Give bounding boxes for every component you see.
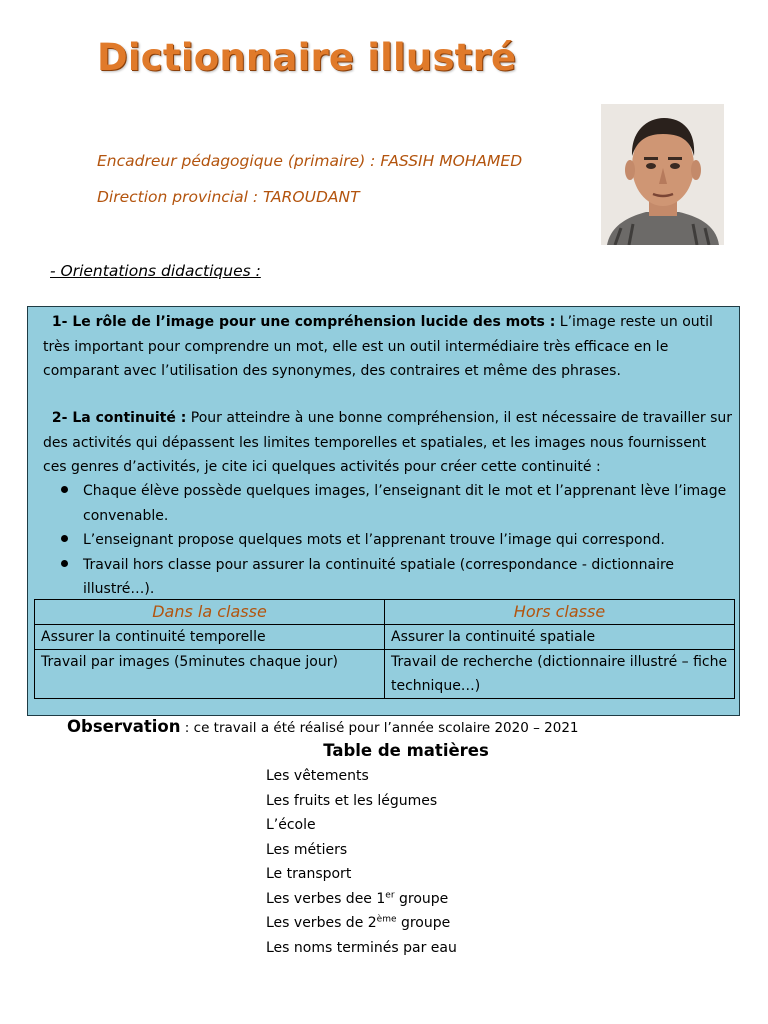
continuity-table — [34, 599, 735, 699]
table-of-contents — [266, 764, 457, 960]
paragraph-role-image-text: L’image reste un outil très important pour comprendre un mot, elle est un outil intermédiaire très efficace en le comparant avec l’utilisation des synonymes, des contraires et même des phrases. — [43, 314, 713, 379]
table-header-dans-la-classe: Dans la classe — [35, 600, 385, 625]
paragraph-role-image-label: 1- Le rôle de l’image pour une compréhension lucide des mots : — [51, 314, 556, 330]
document-title: Dictionnaire illustré — [97, 36, 517, 79]
table-cell: Assurer la continuité spatiale — [385, 625, 735, 650]
list-item: L’enseignant propose quelques mots et l’apprenant trouve l’image qui correspond. — [43, 528, 733, 553]
encadreur-line: Encadreur pédagogique (primaire) : FASSIH MOHAMED — [97, 152, 523, 170]
direction-line: Direction provincial : TAROUDANT — [97, 188, 360, 206]
bullet-icon — [61, 535, 68, 542]
table-header-hors-classe: Hors classe — [385, 600, 735, 625]
paragraph-continuite — [43, 406, 733, 480]
observation-text: : ce travail a été réalisé pour l’année scolaire 2020 – 2021 — [180, 720, 579, 736]
toc-item: Les vêtements — [266, 768, 369, 784]
table-row — [35, 625, 735, 650]
toc-item: Le transport — [266, 866, 352, 882]
toc-item: Les verbes dee 1er groupe — [266, 889, 449, 907]
orientations-box — [27, 306, 740, 716]
toc-item: Les verbes de 2ème groupe — [266, 914, 451, 931]
observation-label: Observation — [67, 717, 181, 736]
toc-item: Les métiers — [266, 841, 348, 858]
table-row — [35, 650, 735, 699]
paragraph-role-image — [43, 310, 733, 384]
table-header-row — [35, 600, 735, 625]
activities-list — [43, 479, 733, 602]
paragraph-continuite-label: 2- La continuité : — [51, 410, 187, 426]
toc-title: Table de matières — [323, 741, 489, 760]
table-cell: Assurer la continuité temporelle — [35, 625, 385, 650]
observation-line — [67, 717, 579, 736]
orientations-heading: - Orientations didactiques : — [50, 262, 261, 280]
list-item: Travail hors classe pour assurer la continuité spatiale (correspondance - dictionnaire illustré…). — [43, 553, 733, 602]
toc-item: Les noms terminés par eau — [266, 939, 457, 956]
paragraph-continuite-text: Pour atteindre à une bonne compréhension, il est nécessaire de travailler sur des activités qui dépassent les limites temporelles et spatiales, et les images nous fournissent ces genres d’activités, je cite ici quelques activités pour créer cette continuité : — [43, 410, 733, 475]
bullet-icon — [61, 486, 68, 493]
toc-item: Les fruits et les légumes — [266, 792, 438, 809]
toc-item: L’école — [266, 817, 316, 833]
table-cell: Travail de recherche (dictionnaire illustré – fiche technique…) — [385, 650, 735, 699]
list-item: Chaque élève possède quelques images, l’enseignant dit le mot et l’apprenant lève l’image convenable. — [43, 479, 733, 528]
author-photo — [601, 104, 724, 245]
table-cell: Travail par images (5minutes chaque jour) — [35, 650, 385, 699]
bullet-icon — [61, 560, 68, 567]
